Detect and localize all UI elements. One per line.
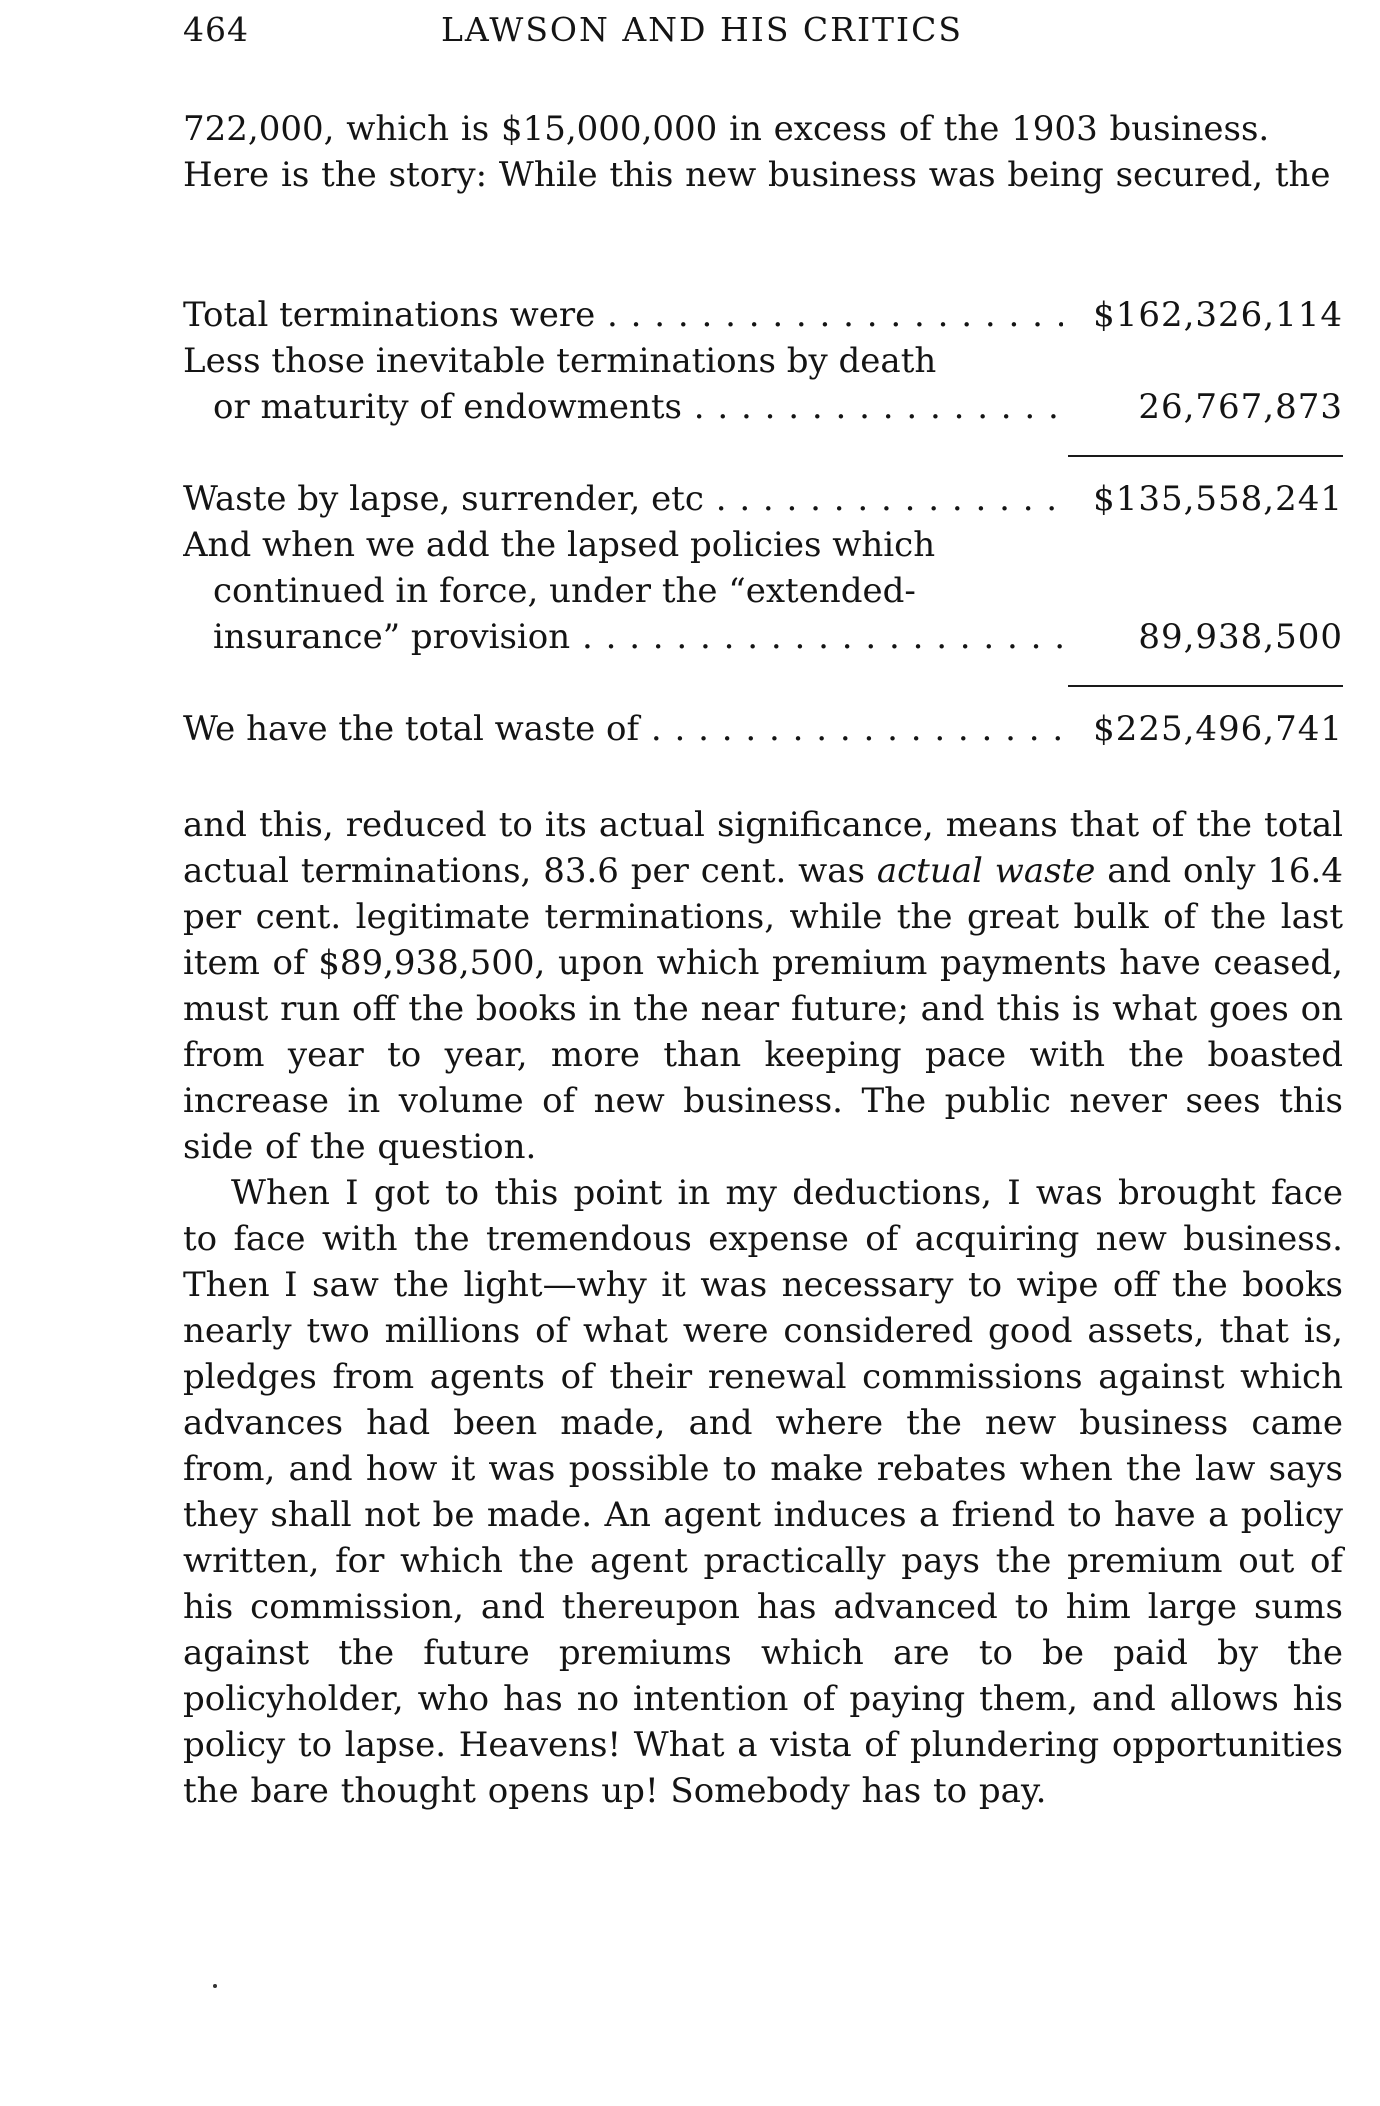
ledger-label: Total terminations were . . . [183,292,1063,338]
running-header [183,10,1343,60]
ledger-amount: $225,496,741 [1093,709,1343,749]
ledger-row-inevitable-line1 [183,338,1343,384]
paragraph-deductions: When I got to this point in my deductions, I was brought face to face with the tremendous expense of acquiring new business. Then I saw the light—why it was necessary to wipe off the books nearly two millions of what were considered good assets, that is, pledges from agents of their renewal commissions against which advances had been made, and where the new business came from, and how it was possible to make rebates when the law says they shall not be made. An agent induces a friend to have a policy written, for which the agent practically pays the premium out of his commission, and thereupon has advanced to him large sums against the future premiums which are to be paid by the policyholder, who has no intention of paying them, and allows his policy to lapse. Heavens! What a vista of plundering opportunities the bare thought opens up! Somebody has to pay. [183,1173,1343,1811]
ledger-row-extended-line2 [183,568,1343,614]
total-rule [1068,685,1343,687]
ledger-row-extended-line1 [183,522,1343,568]
ledger-row-extended-line3 [183,614,1343,660]
intro-paragraph: 722,000, which is $15,000,000 in excess of the 1903 business. Here is the story: While this new business was being secured, the [183,109,1331,195]
ledger-amount: 26,767,873 [1138,387,1343,427]
ledger-label: or maturity of endowments . . . [213,384,1063,430]
print-speck [213,1984,217,1988]
page-number: 464 [183,10,249,49]
ledger-row-inevitable-line2 [183,384,1343,430]
ledger-row-total-waste [183,706,1343,752]
ledger-amount: $135,558,241 [1093,479,1343,519]
ledger-label: insurance” provision . . . [213,614,1063,660]
body-text [183,802,1343,1814]
ledger-row-waste-lapse [183,476,1343,522]
ledger-label: We have the total waste of . . . [183,706,1063,752]
ledger-amount: 89,938,500 [1138,617,1343,657]
emphasis-actual-waste: actual waste [876,851,1096,891]
running-title: LAWSON AND HIS CRITICS [441,10,963,49]
subtotal-rule [1068,455,1343,457]
ledger-row-total-terminations [183,292,1343,338]
ledger-label: Less those inevitable terminations by death [183,341,937,381]
ledger-label: continued in force, under the “extended- [213,571,916,611]
ledger-label: Waste by lapse, surrender, etc . . . [183,476,1063,522]
paragraph-text: and this, reduced to its actual significance, means that of the total actual terminations, 83.6 per cent. was [183,805,1343,891]
paragraph-text: and only 16.4 per cent. legitimate terminations, while the great bulk of the last item of $89,938,500, upon which premium payments have ceased, must run off the books in the near future; and this is what goes on from year to year, more than keeping pace with the boasted increase in volume of new business. The public never sees this side of the question. [183,851,1343,1167]
ledger-amount: $162,326,114 [1093,295,1343,335]
paragraph-significance [183,802,1343,1170]
ledger-label: And when we add the lapsed policies which [183,525,936,565]
